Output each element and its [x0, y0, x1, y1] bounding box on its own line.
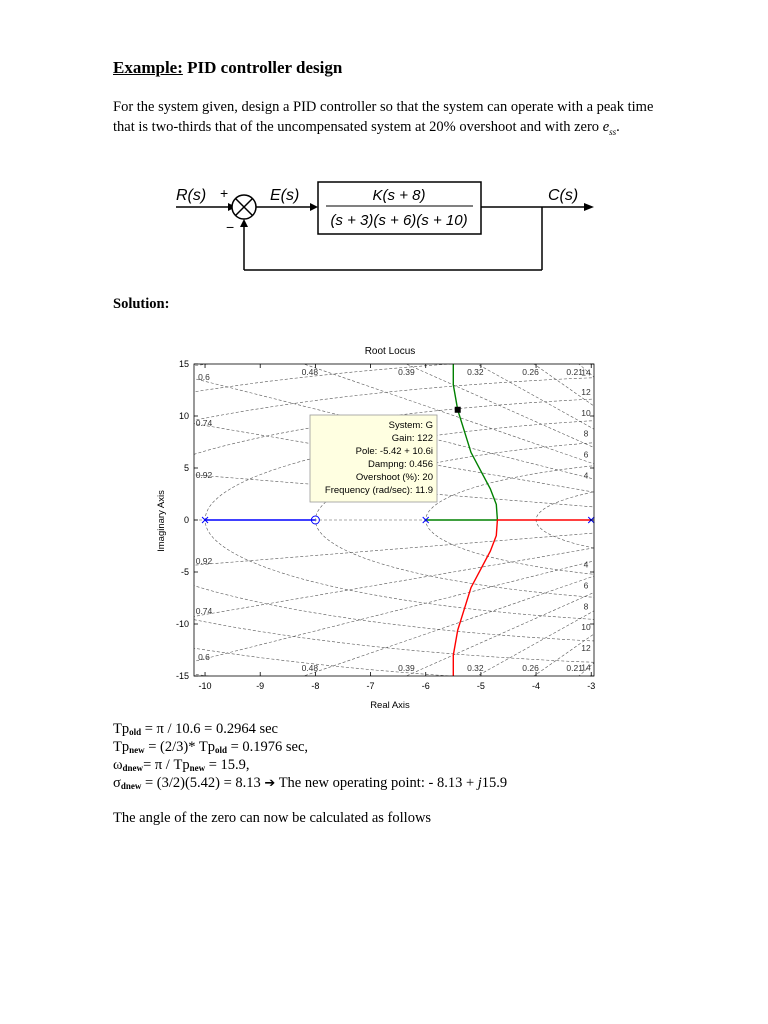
plus-sign: +: [220, 185, 229, 201]
title-prefix: Example:: [113, 58, 183, 77]
damping-label: 0.21: [566, 663, 583, 673]
damping-label: 0.6: [198, 372, 210, 382]
eq3-a: ω: [113, 757, 123, 773]
datatip-line: Overshoot (%): 20: [355, 472, 433, 483]
eq4-a: σ: [113, 775, 121, 791]
damping-label: 0.39: [398, 367, 415, 377]
minus-sign: −: [226, 219, 235, 235]
eq2-c: = 0.1976 sec,: [226, 739, 309, 755]
datatip-line: Dampng: 0.456: [368, 459, 433, 470]
frequency-label: 14: [581, 367, 591, 378]
frequency-label: 12: [581, 387, 591, 398]
x-tick-label: -10: [198, 681, 212, 691]
x-tick-label: -5: [476, 681, 485, 691]
frequency-label: 10: [581, 622, 591, 633]
eq-sigma-d: [113, 774, 507, 792]
datatip-line: System: G: [388, 420, 433, 431]
eq2-sub2: old: [214, 745, 227, 755]
eq2-a: Tp: [113, 739, 130, 755]
damping-label: 0.32: [467, 367, 484, 377]
frequency-label: 6: [583, 449, 589, 460]
x-tick-label: -3: [587, 681, 596, 691]
problem-text: For the system given, design a PID controller so that the system can operate with a peak time that is two-thirds that of the uncompensated system at 20% overshoot and with zero: [113, 99, 654, 135]
eq-peak-time-old: [113, 720, 507, 738]
block-diagram: [170, 170, 602, 276]
eq3-b: = π / Tp: [143, 757, 190, 773]
page-title: [113, 58, 342, 78]
output-label: C(s): [548, 187, 579, 204]
x-axis-label: Real Axis: [370, 700, 410, 711]
eq3-c: = 15.9,: [205, 757, 250, 773]
x-tick-label: -7: [366, 681, 375, 691]
damping-label: 0.92: [195, 556, 213, 566]
frequency-label: 6: [583, 580, 589, 591]
x-tick-label: -8: [311, 681, 320, 691]
damping-label: 0.26: [522, 663, 539, 673]
x-tick-label: -4: [532, 681, 541, 691]
frequency-label: 4: [583, 559, 589, 570]
eq-omega-d: [113, 756, 507, 774]
eq4-d: 15.9: [481, 775, 508, 791]
damping-label: 0.26: [522, 367, 539, 377]
eq1-sub: old: [129, 727, 142, 737]
datatip-marker: [455, 407, 461, 413]
damping-label: 0.48: [301, 367, 319, 377]
damping-label: 0.92: [195, 470, 213, 480]
eq-peak-time-new: [113, 738, 507, 756]
datatip-line: Pole: -5.42 + 10.6i: [355, 446, 433, 457]
damping-label: 0.39: [398, 663, 415, 673]
chart-title: Root Locus: [364, 346, 416, 357]
eq4-b: = (3/2)(5.42) = 8.13: [141, 775, 265, 791]
ess-subscript: ss: [609, 126, 617, 137]
eq2-sub: new: [129, 745, 145, 755]
x-tick-label: -6: [421, 681, 430, 691]
eq1-a: Tp: [113, 721, 130, 737]
closing-sentence: The angle of the zero can now be calculated as follows: [113, 810, 432, 826]
y-axis-label: Imaginary Axis: [156, 490, 167, 552]
frequency-label: 10: [581, 407, 591, 418]
ess-symbol: e: [602, 119, 610, 135]
title-rest: PID controller design: [182, 58, 343, 77]
eq1-b: = π / 10.6 = 0.2964 sec: [141, 721, 278, 737]
frequency-label: 14: [581, 662, 591, 673]
eq3-sub2: new: [189, 763, 206, 773]
eq4-sub: dnew: [120, 781, 142, 791]
arrow-icon: ➔: [264, 776, 276, 791]
y-tick-label: 0: [183, 515, 189, 525]
eq3-sub: dnew: [122, 763, 144, 773]
y-tick-label: 10: [178, 411, 189, 421]
datatip-line: Gain: 122: [391, 433, 433, 444]
y-tick-label: 5: [183, 463, 189, 473]
root-locus-chart: [150, 340, 600, 712]
y-tick-label: -10: [175, 619, 189, 629]
damping-label: 0.6: [198, 652, 210, 662]
eq2-b: = (2/3)* Tp: [144, 739, 215, 755]
damping-label: 0.48: [301, 663, 319, 673]
frequency-label: 12: [581, 642, 591, 653]
frequency-label: 4: [583, 470, 589, 481]
damping-label: 0.74: [195, 606, 213, 616]
y-tick-label: -5: [180, 567, 189, 577]
solution-label: Solution:: [113, 296, 170, 312]
eq4-j: j: [477, 775, 482, 791]
y-tick-label: -15: [175, 671, 189, 681]
error-label: E(s): [270, 187, 300, 204]
damping-label: 0.21: [566, 367, 583, 377]
damping-label: 0.32: [467, 663, 484, 673]
y-tick-label: 15: [178, 359, 189, 369]
frequency-label: 8: [583, 428, 589, 439]
tf-numerator: K(s + 8): [372, 187, 426, 204]
frequency-label: 8: [583, 601, 589, 612]
x-tick-label: -9: [256, 681, 265, 691]
datatip-line: Frequency (rad/sec): 11.9: [324, 485, 433, 496]
equations: [113, 720, 507, 792]
problem-statement: For the system given, design a PID controller so that the system can operate with a peak time that is two-thirds that of the uncompensated system at 20% overshoot and with zero $e_{ss}$.: [113, 99, 654, 137]
eq4-c: The new operating point: - 8.13 +: [275, 775, 478, 791]
tf-denominator: (s + 3)(s + 6)(s + 10): [330, 212, 468, 229]
damping-label: 0.74: [195, 418, 213, 428]
input-label: R(s): [176, 187, 207, 204]
